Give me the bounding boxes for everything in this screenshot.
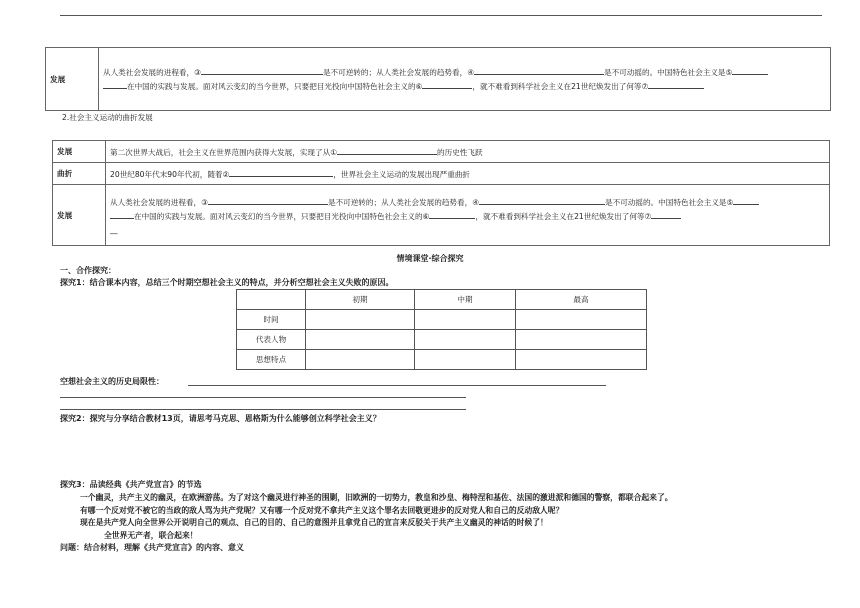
answer-cell[interactable] [516,310,647,330]
quote-slogan: 全世界无产者，联合起来！ [104,531,198,540]
blank-line[interactable] [337,145,437,155]
row-content [106,163,830,185]
text-segment: ，就不难看到科学社会主义在21世纪焕发出了何等⑦ [472,82,649,91]
answer-cell[interactable] [306,330,415,350]
text-segment: 是不可逆转的；从人类社会发展的趋势看，④ [322,68,475,77]
row-label: 发展 [53,185,106,246]
answer-cell[interactable] [415,350,516,370]
blank-line[interactable] [103,79,127,89]
blank-line[interactable] [229,167,333,177]
text-segment: 是不可逆转的；从人类社会发展的趋势看，④ [327,197,480,207]
explore-2-prompt: 探究2：探究与分享结合教材13页，请思考马克思、恩格斯为什么能够创立科学社会主义？ [60,414,381,423]
text-segment: ，就不难看到科学社会主义在21世纪焕发出了何等⑦ [475,211,652,221]
text-segment: 20世纪80年代末90年代初，随着② [110,169,230,179]
row-label: 发展 [53,141,106,163]
row-header: 代表人物 [237,330,306,350]
blank-line[interactable] [648,79,704,89]
text-segment: 从人类社会发展的进程看，③ [103,68,201,77]
row-label: 发展 [46,48,99,111]
blank-line[interactable] [208,195,328,205]
quote-paragraph: 现在是共产党人向全世界公开说明自己的观点、自己的目的、自己的意图并且拿党自己的宣言来反驳关于共产主义幽灵的神话的时候了！ [80,518,548,527]
quote-paragraph: 有哪一个反对党不被它的当政的敌人骂为共产党呢？又有哪一个反对党不拿共产主义这个罪名去回敬更进步的反对党人和自己的反动敌人呢？ [80,506,564,515]
text-segment: __ [110,224,118,234]
text-segment: 的历史性飞跃 [437,147,483,157]
row-label: 曲折 [53,163,106,185]
blank-line[interactable] [422,79,472,89]
answer-cell[interactable] [306,350,415,370]
answer-cell[interactable] [306,310,415,330]
blank-line[interactable] [479,195,605,205]
blank-line[interactable] [201,65,323,75]
answer-cell[interactable] [415,330,516,350]
blank-line[interactable] [474,65,604,75]
explore-3-prompt: 探究3：品读经典《共产党宣言》的节选 [60,480,202,489]
development-table-top [45,47,831,111]
blank-line[interactable] [110,209,134,219]
header-cell [237,290,306,310]
text-segment: 从人类社会发展的进程看，③ [110,197,208,207]
row-header: 时间 [237,310,306,330]
row-header: 思想特点 [237,350,306,370]
blank-line[interactable] [733,195,759,205]
answer-cell[interactable] [516,330,647,350]
explore-table [236,289,647,370]
answer-line[interactable] [60,397,466,398]
text-segment: 第二次世界大战后，社会主义在世界范围内获得大发展，实现了从① [110,147,338,157]
answer-line[interactable] [188,385,606,386]
blank-line[interactable] [732,65,768,75]
explore-1-prompt: 探究1：结合课本内容，总结三个时期空想社会主义的特点，并分析空想社会主义失败的原因。 [60,278,394,287]
answer-cell[interactable] [516,350,647,370]
header-cell: 最高 [516,290,647,310]
blank-line[interactable] [429,209,475,219]
text-segment: 是不可动摇的。中国特色社会主义是⑤ [604,68,733,77]
row-content [99,48,831,111]
part-heading: 一、合作探究： [60,266,116,275]
text-segment: ，世界社会主义运动的发展出现严重曲折 [333,169,471,179]
subheading: 2.社会主义运动的曲折发展 [62,113,153,122]
development-table [52,140,830,246]
header-cell: 中期 [415,290,516,310]
limitation-label: 空想社会主义的历史局限性： [60,377,164,386]
blank-line[interactable] [651,209,681,219]
section-title: 情境课堂·综合探究 [396,254,464,263]
header-cell: 初期 [306,290,415,310]
header-rule [60,15,822,16]
text-segment: 在中国的实践与发展。面对风云变幻的当今世界，只要把目光投向中国特色社会主义的⑥ [127,82,423,91]
text-segment: 是不可动摇的。中国特色社会主义是⑤ [605,197,734,207]
text-segment: 在中国的实践与发展。面对风云变幻的当今世界，只要把目光投向中国特色社会主义的⑥ [134,211,430,221]
row-content [106,185,830,246]
answer-line[interactable] [60,409,466,410]
answer-cell[interactable] [415,310,516,330]
question-prompt: 问题：结合材料，理解《共产党宣言》的内容、意义 [60,543,244,552]
quote-paragraph: 一个幽灵，共产主义的幽灵，在欧洲游荡。为了对这个幽灵进行神圣的围剿，旧欧洲的一切势力，教皇和沙皇、梅特涅和基佐、法国的激进派和德国的警察，都联合起来了。 [80,493,673,502]
row-content [106,141,830,163]
